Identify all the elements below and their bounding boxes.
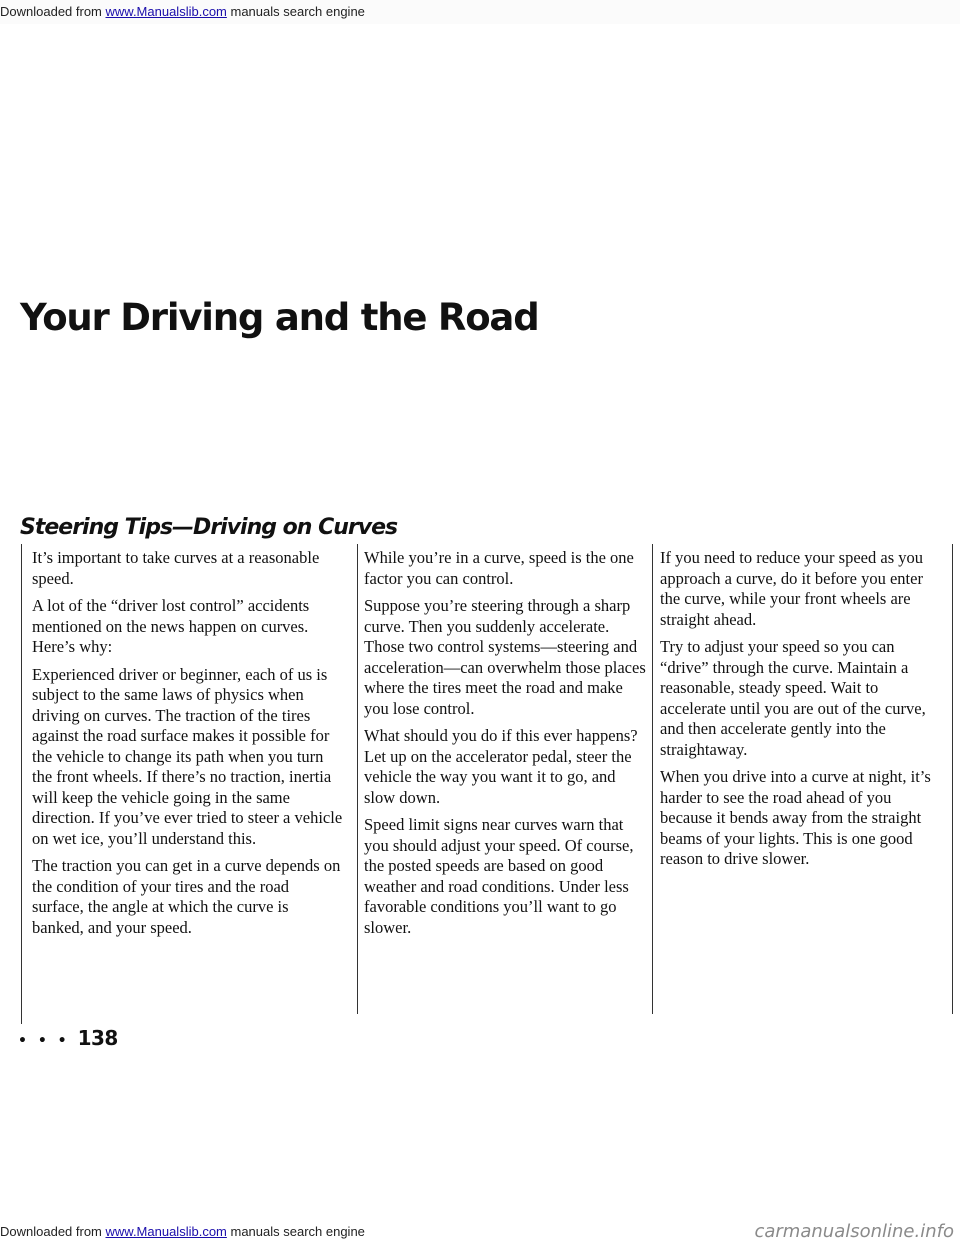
footer-prefix: Downloaded from (0, 1224, 106, 1239)
page-number-value: 138 (77, 1026, 118, 1050)
column-rule-middle (357, 544, 358, 1014)
column-rule-right-b (952, 544, 953, 1014)
page-title: Your Driving and the Road (20, 296, 539, 339)
text-column-2 (364, 548, 646, 945)
footer-suffix: manuals search engine (226, 1224, 365, 1239)
page-number (18, 1026, 118, 1050)
paragraph: Suppose you’re steering through a sharp curve. Then you suddenly accelerate. Those two control systems—steering and acceleration—can overwhelm those places where the tires meet the road and make you lose control. (364, 596, 646, 718)
download-footer (0, 1222, 960, 1242)
paragraph: While you’re in a curve, speed is the one factor you can control. (364, 548, 634, 588)
paragraph: It’s important to take curves at a reasonable speed. (32, 548, 320, 588)
download-banner (0, 0, 960, 24)
paragraph: Speed limit signs near curves warn that you should adjust your speed. Of course, the posted speeds are based on good weather and road conditions. Under less favorable conditions you’ll want to go slower. (364, 815, 634, 937)
manualslib-link[interactable]: www.Manualslib.com (105, 4, 227, 19)
paragraph: If you need to reduce your speed as you approach a curve, do it before you enter the curve, while your front wheels are straight ahead. (660, 548, 923, 629)
paragraph: A lot of the “driver lost control” accidents mentioned on the news happen on curves. Here’s why: (32, 596, 310, 656)
paragraph: What should you do if this ever happens? Let up on the accelerator pedal, steer the vehicle the way you want it to go, and slow down. (364, 726, 638, 807)
watermark-text: carmanualsonline.info (754, 1221, 954, 1242)
paragraph: When you drive into a curve at night, it’s harder to see the road ahead of you because it bends away from the straight beams of your lights. This is one good reason to drive slower. (660, 767, 931, 868)
paragraph: Experienced driver or beginner, each of us is subject to the same laws of physics when driving on curves. The traction of the tires against the road surface makes it possible for the vehicle to change its path when you turn the front wheels. If there’s no traction, inertia will keep the vehicle going in the same direction. If you’ve ever tried to steer a vehicle on wet ice, you’ll understand this. (32, 664, 343, 848)
text-column-3 (660, 548, 944, 877)
page-number-dots: • • • (18, 1033, 70, 1049)
banner-suffix: manuals search engine (226, 4, 365, 19)
section-title: Steering Tips—Driving on Curves (20, 515, 398, 540)
footer-manualslib-link[interactable]: www.Manualslib.com (105, 1224, 227, 1239)
banner-prefix: Downloaded from (0, 4, 106, 19)
paragraph: The traction you can get in a curve depends on the condition of your tires and the road surface, the angle at which the curve is banked, and your speed. (32, 856, 341, 937)
text-column-1 (32, 548, 344, 945)
column-rule-left (21, 544, 22, 1024)
paragraph: Try to adjust your speed so you can “drive” through the curve. Maintain a reasonable, steady speed. Wait to accelerate until you are out of the curve, and then accelerate gently into the straightaway. (660, 637, 926, 759)
column-rule-right-a (652, 544, 653, 1014)
